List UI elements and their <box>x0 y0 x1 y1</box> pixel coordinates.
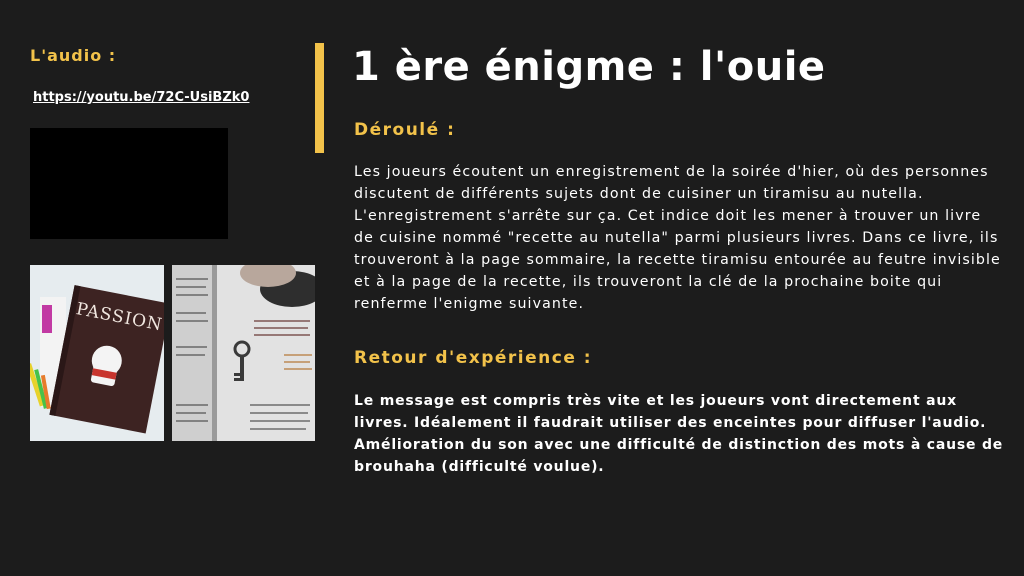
book-cover-title: PASSION <box>74 299 164 336</box>
retour-heading: Retour d'expérience : <box>354 348 593 368</box>
video-embed[interactable] <box>30 128 228 239</box>
audio-label: L'audio : <box>30 46 117 65</box>
deroule-text: Les joueurs écoutent un enregistrement de la soirée d'hier, où des personnes discutent de différents sujets dont de cuisiner un tiramisu au nutella. L'enregistrement s'arrête sur ça. Cet indice doit les mener à trouver un livre de cuisine nommé "recette au nutella" parmi plusieurs livres. Dans ce livre, ils trouveront à la page sommaire, la recette tiramisu entourée au feutre invisible et à la page de la recette, ils trouveront la clé de la prochaine boite qui renferme l'enigme suivante. <box>354 164 1001 312</box>
audio-link[interactable]: https://youtu.be/72C-UsiBZk0 <box>33 90 250 105</box>
accent-divider <box>315 43 324 153</box>
page-title: 1 ère énigme : l'ouie <box>352 44 826 90</box>
retour-text: Le message est compris très vite et les joueurs vont directement aux livres. Idéalement il faudrait utiliser des enceintes pour diffuser l'audio. Amélioration du son avec une difficulté de distinction des mots à cause de brouhaha (difficulté voulue). <box>354 393 1004 475</box>
book-cover-photo <box>30 265 164 441</box>
deroule-heading: Déroulé : <box>354 120 456 140</box>
book-page-photo <box>172 265 315 441</box>
